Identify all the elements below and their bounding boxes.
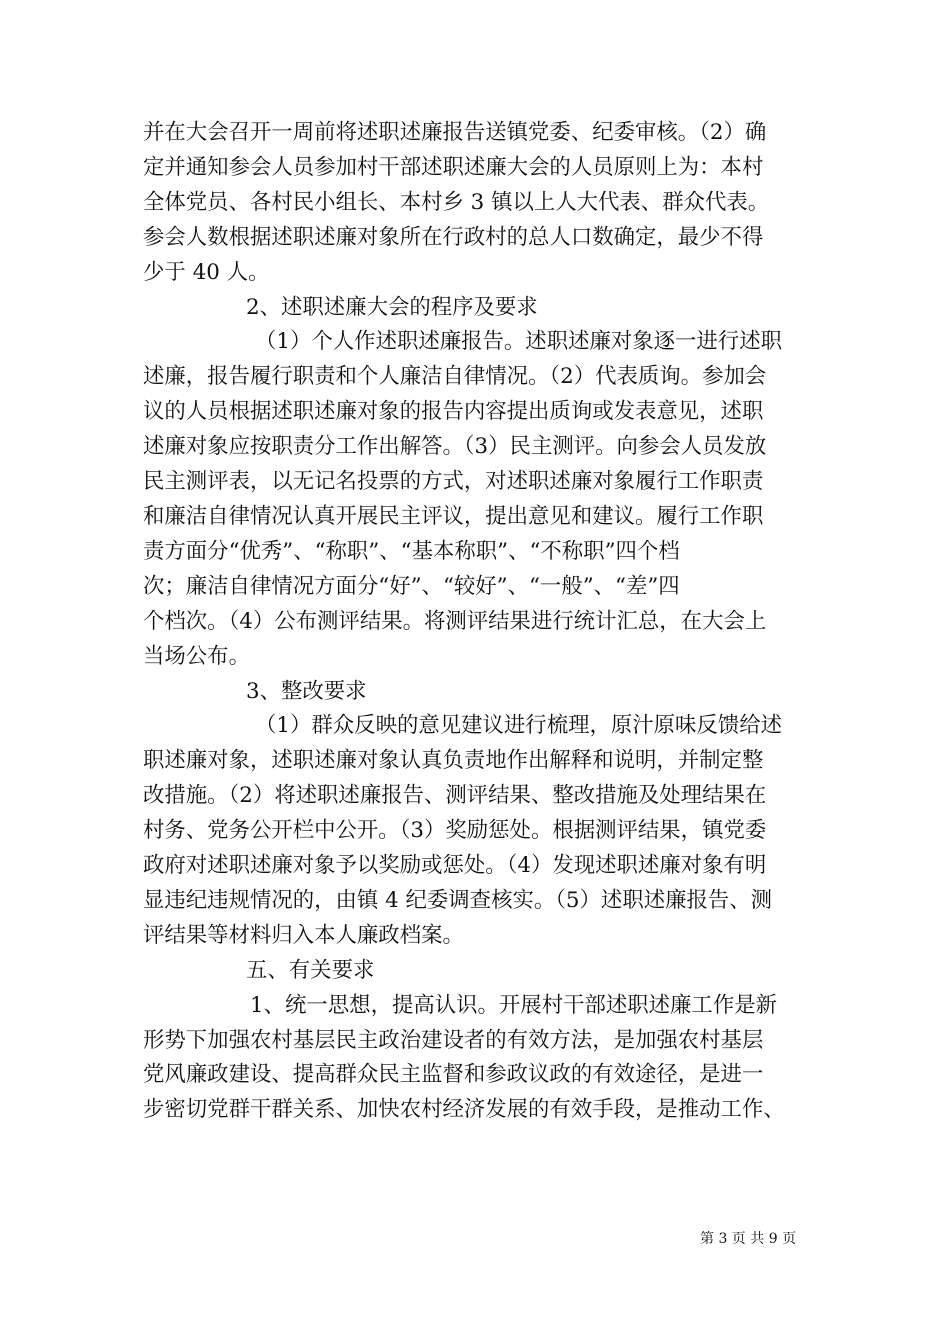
text-line: 述廉对象应按职责分工作出解答。（3）民主测评。向参会人员发放 (143, 434, 767, 460)
section-heading-5 (143, 954, 808, 989)
text-line: 全体党员、各村民小组长、本村乡 3 镇以上人大代表、群众代表。 (143, 189, 770, 215)
page-number: 第 3 页 共 9 页 (700, 1231, 797, 1247)
text-line: 和廉洁自律情况认真开展民主评议，提出意见和建议。履行工作职 (143, 503, 764, 529)
text-line: 当场公布。 (143, 643, 250, 669)
text-line: 定并通知参会人员参加村干部述职述廉大会的人员原则上为：本村 (143, 154, 764, 180)
text-line: 评结果等材料归入本人廉政档案。 (143, 922, 464, 948)
text-line: 议的人员根据述职述廉对象的报告内容提出质询或发表意见，述职 (143, 399, 764, 425)
text-line: 1、统一思想，提高认识。开展村干部述职述廉工作是新 (250, 992, 777, 1018)
text-line: 显违纪违规情况的，由镇 4 纪委调查核实。（5）述职述廉报告、测 (143, 887, 773, 913)
text-line: 3、整改要求 (246, 678, 367, 704)
paragraph-5 (143, 709, 808, 953)
text-line: 政府对述职述廉对象予以奖励或惩处。（4）发现述职述廉对象有明 (143, 853, 767, 879)
text-line: 2、述职述廉大会的程序及要求 (246, 294, 538, 320)
text-line: 形势下加强农村基层民主政治建设者的有效方法，是加强农村基层 (143, 1027, 764, 1053)
text-line: 民主测评表，以无记名投票的方式，对述职述廉对象履行工作职责 (143, 469, 764, 495)
text-line: 并在大会召开一周前将述职述廉报告送镇党委、纪委审核。（2）确 (143, 120, 767, 145)
text-line: 党风廉政建设、提高群众民主监督和参政议政的有效途径，是进一 (143, 1062, 764, 1088)
text-line: 责方面分“优秀”、“称职”、“基本称职”、“不称职”四个档 (143, 538, 680, 564)
paragraph-1 (143, 116, 808, 291)
paragraph-3 (143, 325, 808, 674)
text-line: 职述廉对象，述职述廉对象认真负责地作出解释和说明，并制定整 (143, 748, 764, 774)
paragraph-7 (143, 989, 808, 1129)
text-line: 步密切党群干群关系、加快农村经济发展的有效手段，是推动工作、 (143, 1097, 785, 1123)
text-line: （1）个人作述职述廉报告。述职述廉对象逐一进行述职 (255, 329, 782, 355)
text-line: 五、有关要求 (246, 957, 375, 983)
text-line: 述廉，报告履行职责和个人廉洁自律情况。（2）代表质询。参加会 (143, 364, 767, 390)
text-line: 少于 40 人。 (143, 259, 270, 285)
section-heading-2 (143, 291, 808, 326)
text-line: 村务、党务公开栏中公开。（3）奖励惩处。根据测评结果，镇党委 (143, 818, 767, 844)
text-line: 个档次。（4）公布测评结果。将测评结果进行统计汇总，在大会上 (143, 608, 767, 634)
text-line: （1）群众反映的意见建议进行梳理，原汁原味反馈给述 (255, 713, 782, 739)
text-line: 次；廉洁自律情况方面分“好”、“较好”、“一般”、“差”四 (143, 573, 680, 599)
text-line: 参会人数根据述职述廉对象所在行政村的总人口数确定，最少不得 (143, 224, 764, 250)
document-body (143, 116, 808, 1128)
section-heading-3 (143, 675, 808, 710)
text-line: 改措施。（2）将述职述廉报告、测评结果、整改措施及处理结果在 (143, 783, 767, 809)
